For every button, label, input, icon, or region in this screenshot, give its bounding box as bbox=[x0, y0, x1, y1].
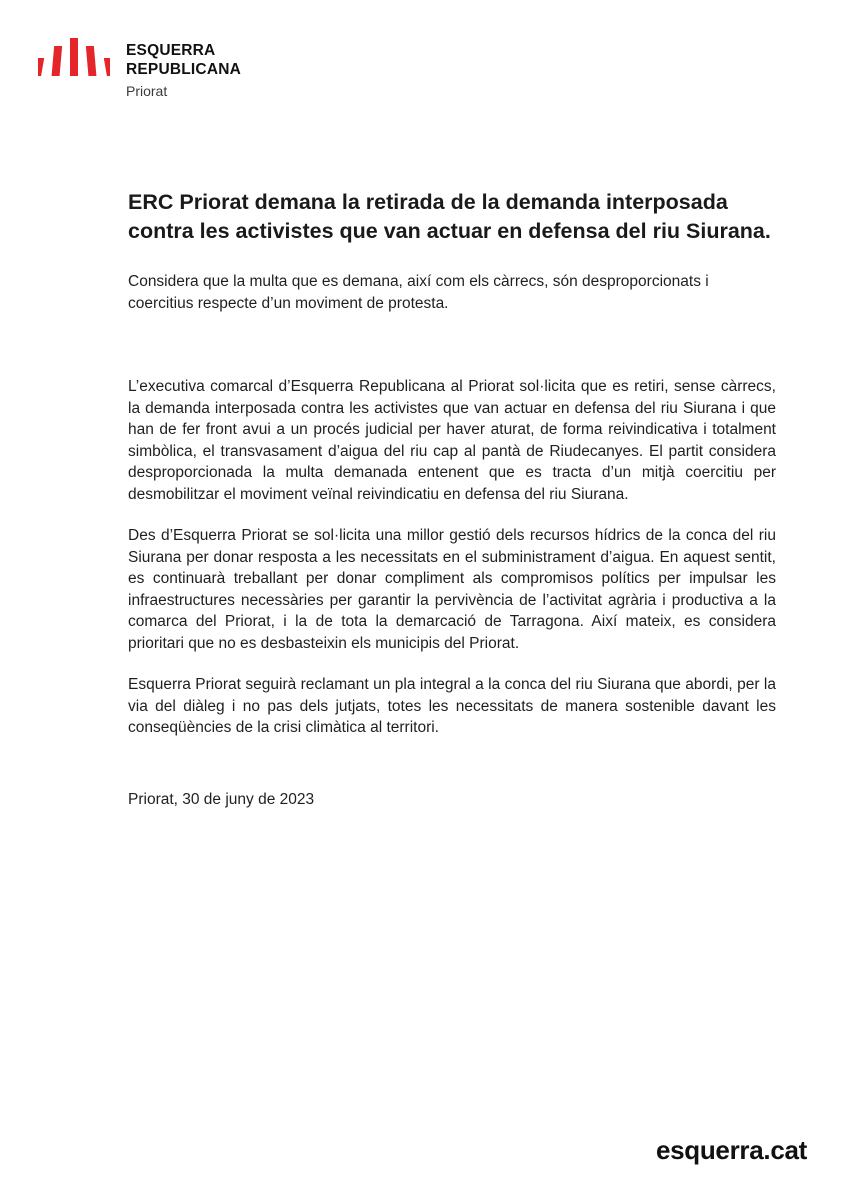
header-logo bbox=[38, 36, 241, 101]
lead-paragraph: Considera que la multa que es demana, així com els càrrecs, són desproporcionats i coercitius respecte d’un moviment de protesta. bbox=[128, 273, 709, 312]
brand-section: Priorat bbox=[126, 83, 168, 99]
press-release-body bbox=[128, 188, 776, 810]
body-paragraph: Esquerra Priorat seguirà reclamant un pla integral a la conca del riu Siurana que abordi, per la via del diàleg i no pas dels jutjats, totes les necessitats de manera sostenible davant les conseqüències de la crisi climàtica al territori. bbox=[128, 676, 776, 736]
logo-bar bbox=[70, 38, 78, 76]
brand-name-line2: REPUBLICANA bbox=[126, 61, 242, 78]
logo-bar bbox=[86, 46, 97, 76]
body-paragraph: Des d’Esquerra Priorat se sol·licita una millor gestió dels recursos hídrics de la conca del riu Siurana per donar resposta a les necessitats en el subministrament d’aigua. En aquest sentit, es continuarà treballant per donar compliment als compromisos polítics per impulsar les infraestructures necessàries per garantir la pervivència de l’activitat agrària i productiva a la comarca del Priorat, i la de tota la demarcació de Tarragona. Així mateix, es considera prioritari que no es desbasteixin els municipis del Priorat. bbox=[128, 527, 776, 652]
logo-wordmark bbox=[126, 41, 241, 101]
logo-bar bbox=[104, 58, 110, 76]
logo-bar bbox=[52, 46, 63, 76]
brand-name-line1: ESQUERRA bbox=[126, 42, 216, 59]
footer-website: esquerra.cat bbox=[655, 1135, 807, 1165]
page-title: ERC Priorat demana la retirada de la demanda interposada contra les activistes que van actuar en defensa del riu Siurana. bbox=[128, 190, 771, 243]
body-paragraph: L’executiva comarcal d’Esquerra Republicana al Priorat sol·licita que es retiri, sense càrrecs, la demanda interposada contra les activistes que van actuar en defensa del riu Siurana i que han de fer front avui a un procés judicial per haver aturat, de forma reivindicativa i totalment simbòlica, el transvasament d’aigua del riu cap al pantà de Riudecanyes. El partit considera desproporcionada la multa demanada entenent que es tracta d’un mitjà coercitiu per desmobilitzar el moviment veïnal reivindicatiu en defensa del riu Siurana. bbox=[128, 378, 776, 503]
logo-bar bbox=[38, 58, 44, 76]
dateline: Priorat, 30 de juny de 2023 bbox=[128, 790, 315, 808]
erc-flag-bars-icon bbox=[38, 36, 110, 78]
